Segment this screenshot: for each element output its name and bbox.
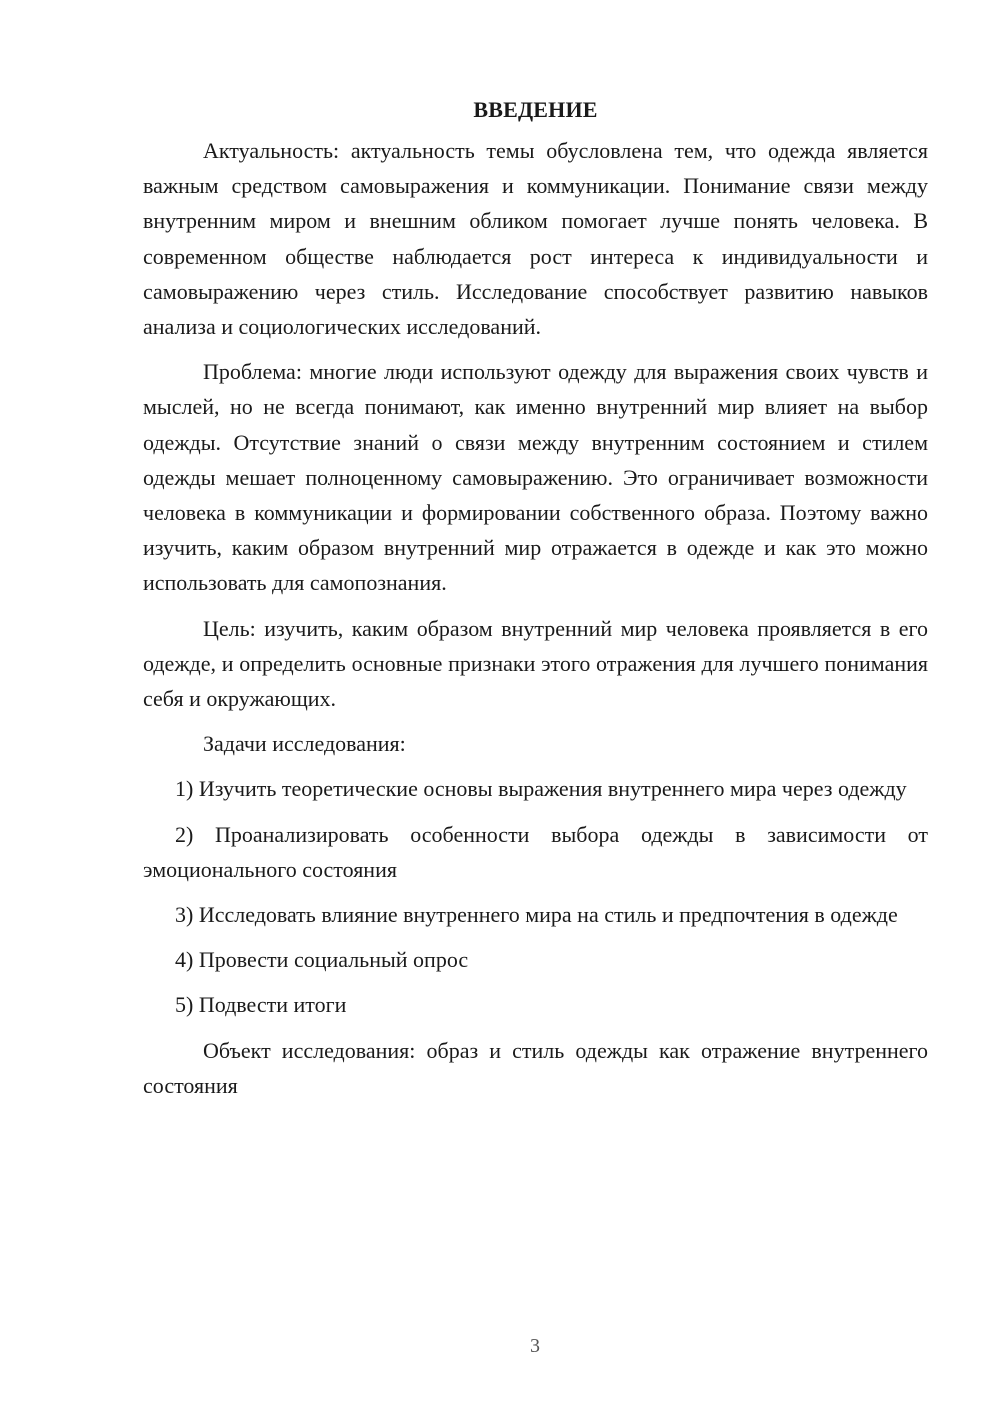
relevance-paragraph: Актуальность: актуальность темы обусловлена тем, что одежда является важным средством самовыражения и коммуникации. Понимание связи между внутренним миром и внешним обликом помогает лучше понять человека. В современном обществе наблюдается рост интереса к индивидуальности и самовыражению через стиль. Исследование способствует развитию навыков анализа и социологических исследований. xyxy=(143,138,928,340)
task-item: 3) Исследовать влияние внутреннего мира на стиль и предпочтения в одежде xyxy=(175,902,898,928)
task-item: 5) Подвести итоги xyxy=(175,992,347,1018)
object-paragraph: Объект исследования: образ и стиль одежды как отражение внутреннего состояния xyxy=(143,1037,928,1098)
goal-paragraph: Цель: изучить, каким образом внутренний мир человека проявляется в его одежде, и определить основные признаки этого отражения для лучшего понимания себя и окружающих. xyxy=(143,615,928,712)
task-item: 4) Провести социальный опрос xyxy=(175,947,469,973)
section-title: ВВЕДЕНИЕ xyxy=(473,97,598,122)
task-item: 1) Изучить теоретические основы выражения внутреннего мира через одежду xyxy=(175,776,907,802)
page-number: 3 xyxy=(530,1335,540,1357)
task-item: 2) Проанализировать особенности выбора одежды в зависимости от эмоционального состояния xyxy=(143,821,928,882)
tasks-heading: Задачи исследования: xyxy=(203,731,406,757)
problem-paragraph: Проблема: многие люди используют одежду для выражения своих чувств и мыслей, но не всегда понимают, как именно внутренний мир влияет на выбор одежды. Отсутствие знаний о связи между внутренним состоянием и стилем одежды мешает полноценному самовыражению. Это ограничивает возможности человека в коммуникации и формировании собственного образа. Поэтому важно изучить, каким образом внутренний мир отражается в одежде и как это можно использовать для самопознания. xyxy=(143,359,928,596)
document-page xyxy=(143,92,928,1113)
